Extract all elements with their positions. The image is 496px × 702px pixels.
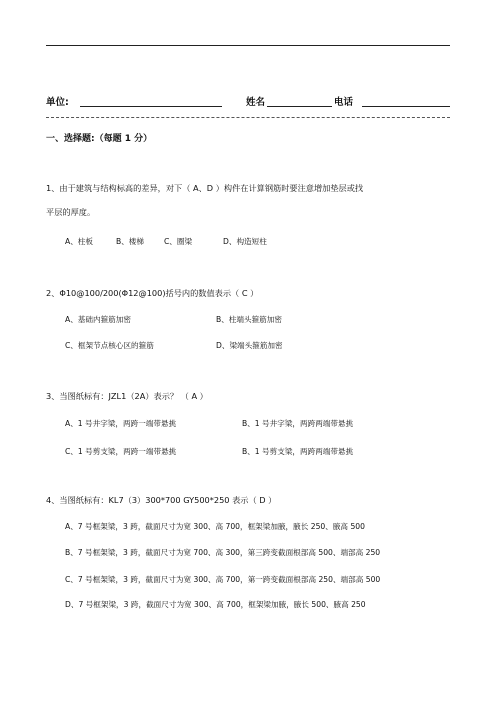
question-2-option-b: B、柱端头箍筋加密: [216, 315, 282, 324]
name-label: 姓名: [246, 97, 266, 108]
question-3: 3、当图纸标有：JZL1（2A）表示？ （ A ）: [46, 391, 208, 401]
question-1-continuation: 平层的厚度。: [46, 207, 96, 217]
question-1-option-d: D、构造短柱: [223, 237, 267, 246]
unit-blank[interactable]: [80, 106, 222, 107]
question-3-option-a: A、1 号井字梁，两跨一端带悬挑: [65, 419, 177, 428]
info-row: [46, 94, 450, 110]
question-1-option-c: C、圈梁: [164, 237, 193, 246]
question-3-option-d: B、1 号剪支梁，两跨两端带悬挑: [242, 447, 354, 456]
name-blank[interactable]: [267, 106, 332, 107]
phone-label: 电话: [334, 97, 354, 108]
top-rule: [46, 45, 450, 46]
unit-label: 单位:: [46, 97, 69, 108]
question-4-option-c: C、7 号框架梁，3 跨，截面尺寸为宽 300、高 700，第一跨变截面根部高 250、端部高 500: [65, 575, 381, 584]
question-2-option-c: C、框架节点核心区的箍筋: [65, 341, 154, 350]
question-4: 4、当图纸标有：KL7（3）300*700 GY500*250 表示（ D ）: [46, 495, 277, 505]
question-3-option-b: B、1 号井字梁，两跨两端带悬挑: [242, 419, 354, 428]
question-2-option-a: A、基础内箍筋加密: [65, 315, 131, 324]
question-1: 1、由于建筑与结构标高的差异，对下（ A、D ）构件在计算钢筋时要注意增加垫层或找: [46, 183, 364, 193]
question-4-option-a: A、7 号框架梁，3 跨，截面尺寸为宽 300、高 700，框架梁加腋，腋长 250、腋高 500: [65, 522, 365, 531]
dashed-rule: [46, 117, 450, 118]
question-2-option-d: D、梁端头箍筋加密: [216, 341, 283, 350]
question-1-option-a: A、柱板: [65, 237, 93, 246]
section-title: 一、选择题:（每题 1 分）: [46, 134, 153, 144]
phone-blank[interactable]: [362, 106, 450, 107]
question-2: 2、Φ10@100/200(Φ12@100)括号内的数值表示（ C ）: [46, 288, 259, 298]
question-4-option-d: D、7 号框架梁，3 跨，截面尺寸为宽 300、高 700，框架梁加腋，腋长 500、腋高 250: [65, 600, 366, 609]
question-3-option-c: C、1 号剪支梁，两跨一端带悬挑: [65, 447, 177, 456]
question-4-option-b: B、7 号框架梁，3 跨，截面尺寸为宽 700、高 300，第三跨变截面根部高 500、端部高 250: [65, 548, 381, 557]
question-1-option-b: B、楼梯: [116, 237, 144, 246]
